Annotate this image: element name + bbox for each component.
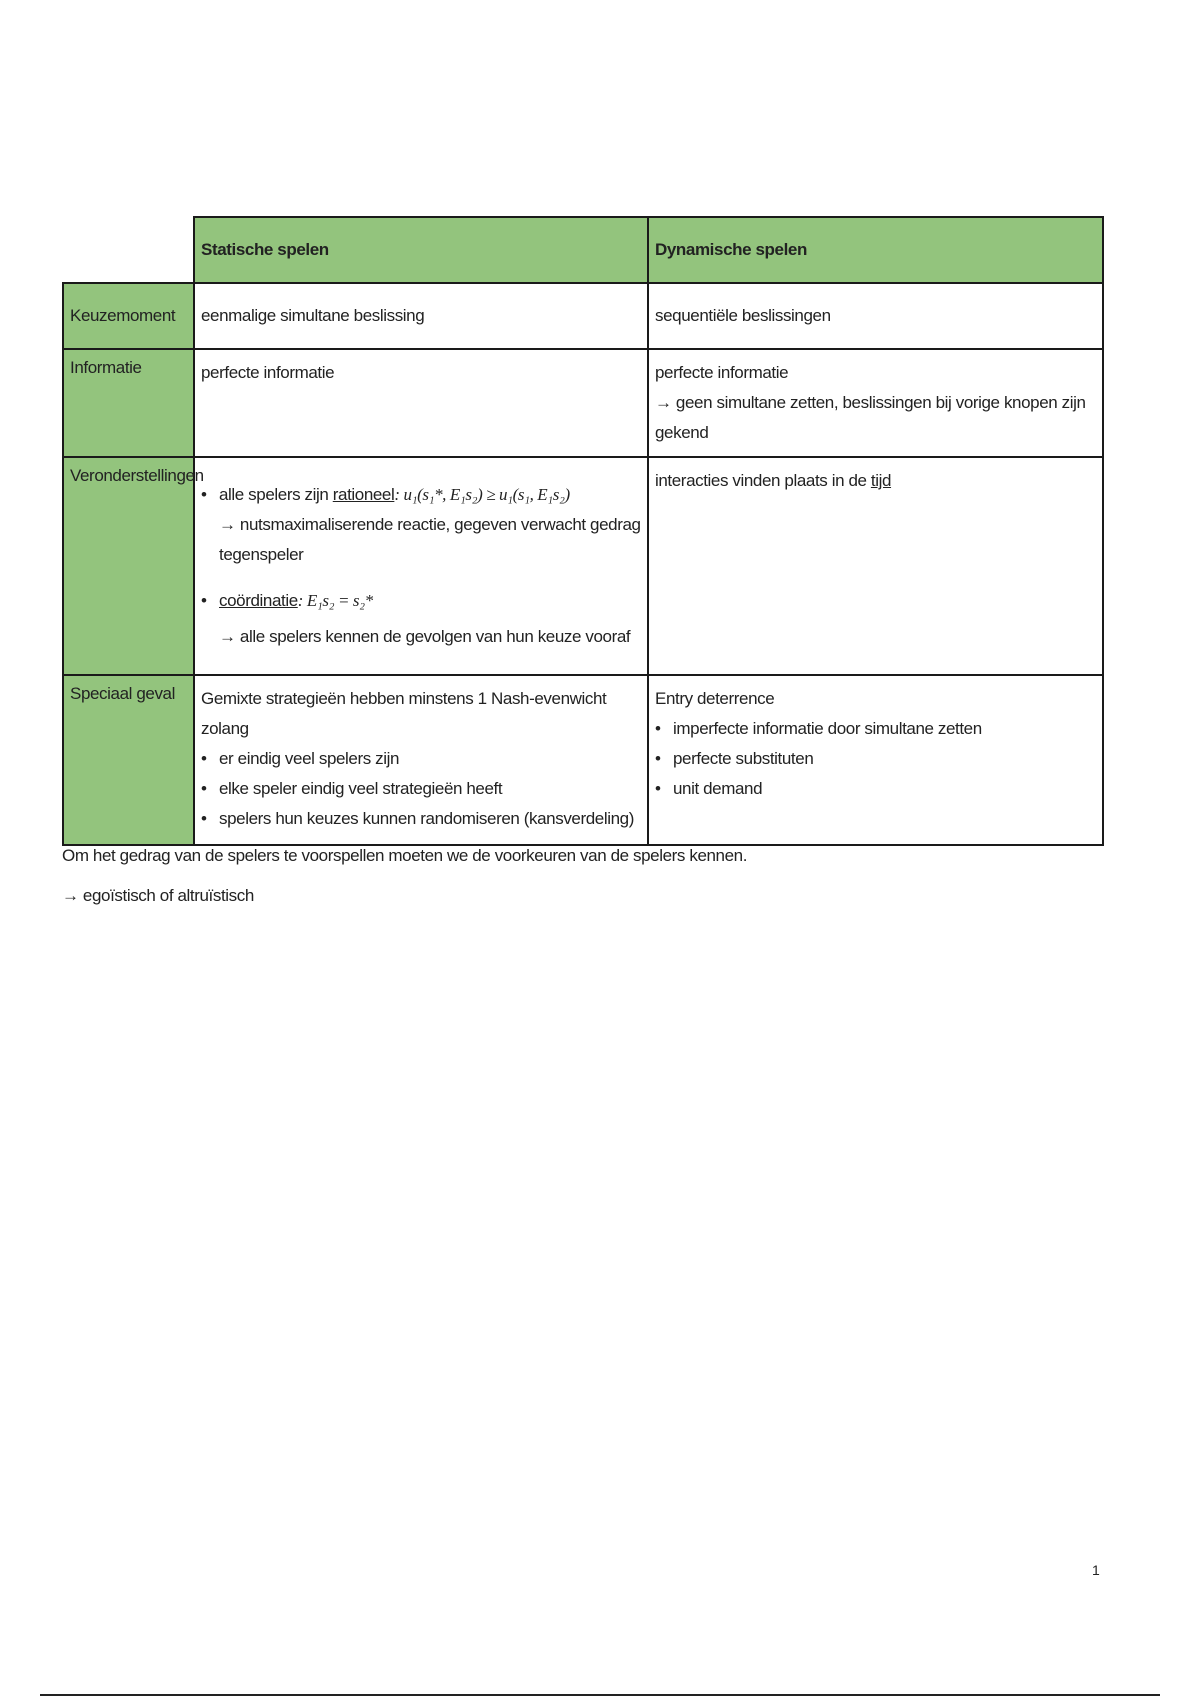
list-item: • imperfecte informatie door simultane zetten: [655, 714, 1096, 744]
note-line: → egoïstisch of altruïstisch: [62, 886, 254, 905]
table-row: [63, 675, 1103, 845]
rationality-formula: : u₁(s₁*, E₁s₂) ≥ u₁(s₁, E₁s₂): [394, 485, 570, 504]
bullet-rationality: [201, 480, 641, 510]
cell-text-part: interacties vinden plaats in de: [655, 471, 871, 490]
bottom-rule: [40, 1694, 1160, 1696]
row-header-speciaal-geval: Speciaal geval: [63, 675, 194, 845]
table-row: [63, 457, 1103, 675]
row-header-informatie: Informatie: [63, 349, 194, 457]
table-header-row: [63, 217, 1103, 283]
page-number: 1: [1092, 1562, 1100, 1578]
list-item: • unit demand: [655, 774, 1096, 804]
term-coordinatie: coördinatie: [219, 591, 298, 610]
bullet-coordination: [201, 586, 641, 616]
term-tijd: tijd: [870, 471, 892, 490]
table-row: [63, 283, 1103, 349]
cell-informatie-dynamic: [648, 349, 1103, 457]
list-item: • spelers hun keuzes kunnen randomiseren (kansverdeling): [201, 804, 641, 834]
cell-veronderstellingen-dynamic: [648, 457, 1103, 675]
cell-text: [655, 466, 1096, 496]
cell-intro: Gemixte strategieën hebben minstens 1 Nash-evenwicht zolang: [201, 689, 607, 738]
bullet-note: → nutsmaximaliserende reactie, gegeven verwacht gedrag tegenspeler: [219, 515, 641, 564]
bullet-note: → alle spelers kennen de gevolgen van hun keuze vooraf: [219, 627, 631, 646]
list-item: • elke speler eindig veel strategieën heeft: [201, 774, 641, 804]
term-rationeel: rationeel: [332, 485, 395, 504]
cell-note: → geen simultane zetten, beslissingen bij vorige knopen zijn gekend: [655, 393, 1086, 442]
list-item: • perfecte substituten: [655, 744, 1096, 774]
cell-keuzemoment-dynamic: sequentiële beslissingen: [648, 283, 1103, 349]
column-header-dynamic: Dynamische spelen: [648, 217, 1103, 283]
cell-intro: Entry deterrence: [655, 689, 775, 708]
table-corner-cell: [63, 217, 194, 283]
column-header-static: Statische spelen: [194, 217, 648, 283]
cell-informatie-static: [194, 349, 648, 457]
coordination-formula: : E₁s₂ = s₂*: [297, 591, 373, 610]
list-item: • er eindig veel spelers zijn: [201, 744, 641, 774]
table-row: [63, 349, 1103, 457]
cell-keuzemoment-static: eenmalige simultane beslissing: [194, 283, 648, 349]
cell-speciaal-geval-dynamic: [648, 675, 1103, 845]
cell-speciaal-geval-static: [194, 675, 648, 845]
bullet-text: alle spelers zijn: [219, 485, 333, 504]
cell-veronderstellingen-static: [194, 457, 648, 675]
comparison-table: [62, 216, 1104, 846]
cell-text: perfecte informatie: [201, 363, 335, 382]
row-header-veronderstellingen: Veronderstellingen: [63, 457, 194, 675]
cell-text: perfecte informatie: [655, 363, 789, 382]
row-header-keuzemoment: Keuzemoment: [63, 283, 194, 349]
note-line: Om het gedrag van de spelers te voorspellen moeten we de voorkeuren van de spelers kennen.: [62, 846, 748, 865]
